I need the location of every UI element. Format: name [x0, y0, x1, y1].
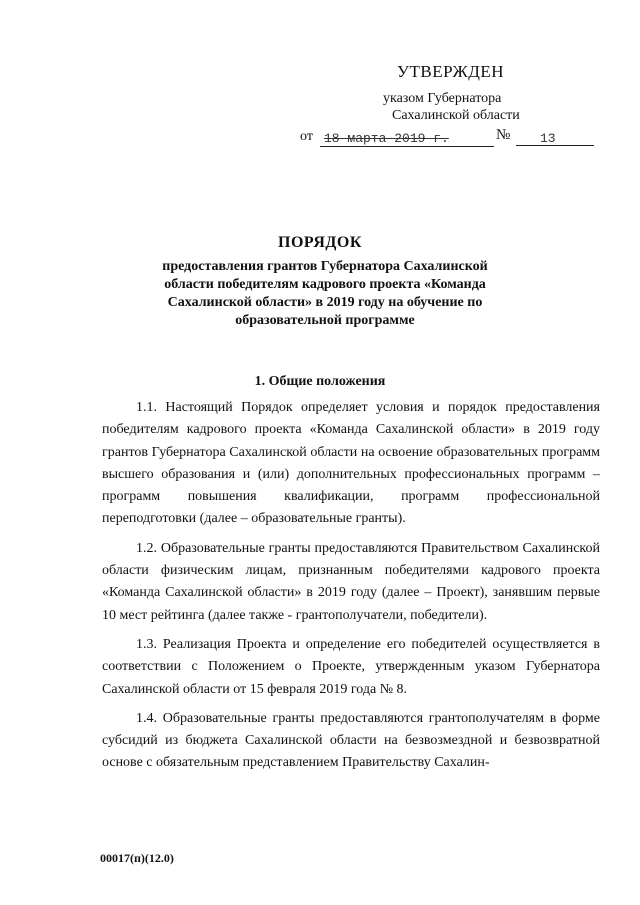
paragraph-1-4: 1.4. Образовательные гранты предоставляются грантополучателям в форме субсидий из бюджета Сахалинской области на безвозмездной и безвозвратной основе с обязательным представлением Правительству Сахалин-: [102, 710, 600, 771]
subtitle-line: образовательной программе: [235, 313, 415, 328]
approval-line-1: указом Губернатора: [383, 91, 502, 106]
paragraph-1-3: 1.3. Реализация Проекта и определение его победителей осуществляется в соответствии с Положением о Проекте, утвержденным указом Губернатора Сахалинской области от 15 февраля 2019 года № 8.: [102, 636, 600, 697]
subtitle-line: области победителям кадрового проекта «Команда: [164, 277, 486, 292]
approval-line-2: Сахалинской области: [392, 108, 520, 123]
from-label: от: [300, 129, 313, 144]
document-subtitle: [160, 258, 490, 330]
footer-code: 00017(п)(12.0): [100, 851, 174, 865]
paragraph-1-2: 1.2. Образовательные гранты предоставляются Правительством Сахалинской области физическим лицам, признанным победителями кадрового проекта «Команда Сахалинской области» в 2019 году (далее – Проект), занявшим первые 10 мест рейтинга (далее также - грантополучатели, победители).: [102, 540, 600, 623]
date-field: [320, 131, 494, 147]
approval-title: УТВЕРЖДЕН: [397, 62, 504, 81]
approval-date-row: [300, 125, 600, 147]
subtitle-line: Сахалинской области» в 2019 году на обучение по: [167, 295, 483, 310]
paragraph-1-1: 1.1. Настоящий Порядок определяет условия и порядок предоставления победителям кадрового проекта «Команда Сахалинской области» в 2019 году грантов Губернатора Сахалинской области на освоение образовательных программ высшего образования и (или) дополнительных профессиональных программ – программ повышения квалификации, программ профессиональной переподготовки (далее – образовательные гранты).: [102, 400, 600, 527]
section-title: 1. Общие положения: [254, 374, 386, 389]
number-field: [516, 131, 594, 146]
number-label: №: [496, 127, 511, 143]
date-value: 18 марта 2019 г.: [324, 131, 449, 146]
subtitle-line: предоставления грантов Губернатора Сахалинской: [162, 259, 488, 274]
number-value: 13: [540, 131, 556, 146]
document-title: ПОРЯДОК: [278, 234, 362, 251]
document-body: [102, 397, 600, 782]
